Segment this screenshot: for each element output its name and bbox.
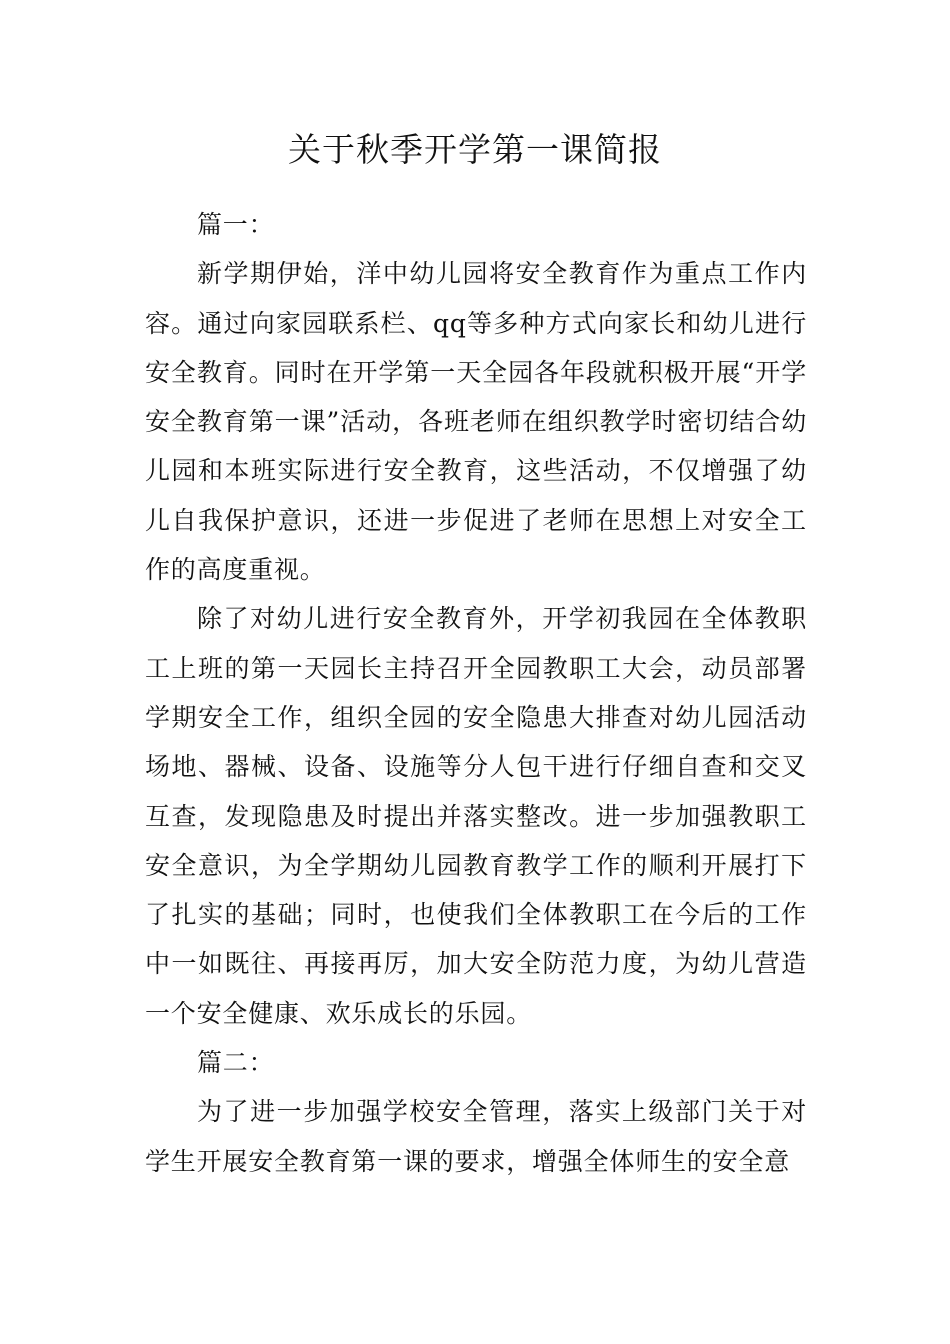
section-1-paragraph-2: 除了对幼儿进行安全教育外，开学初我园在全体教职工上班的第一天园长主持召开全园教职工大会，动员部署学期安全工作，组织全园的安全隐患大排查对幼儿园活动场地、器械、设备、设施等分人包干进行仔细自查和交叉互查，发现隐患及时提出并落实整改。进一步加强教职工安全意识，为全学期幼儿园教育教学工作的顺利开展打下了扎实的基础；同时，也使我们全体教职工在今后的工作中一如既往、再接再厉，加大安全防范力度，为幼儿营造一个安全健康、欢乐成长的乐园。 bbox=[145, 604, 807, 1028]
section-label-1: 篇一： bbox=[197, 210, 275, 239]
section-1-paragraph-1: 新学期伊始，洋中幼儿园将安全教育作为重点工作内容。通过向家园联系栏、qq等多种方式向家长和幼儿进行安全教育。同时在开学第一天全园各年段就积极开展“开学安全教育第一课”活动，各班老师在组织教学时密切结合幼儿园和本班实际进行安全教育，这些活动，不仅增强了幼儿自我保护意识，还进一步促进了老师在思想上对安全工作的高度重视。 bbox=[145, 259, 807, 585]
document-body bbox=[145, 200, 807, 1186]
section-label-2: 篇二： bbox=[197, 1048, 275, 1078]
section-2-paragraph-1: 为了进一步加强学校安全管理，落实上级部门关于对学生开展安全教育第一课的要求，增强全体师生的安全意 bbox=[145, 1097, 807, 1176]
document-title: 关于秋季开学第一课简报 bbox=[288, 130, 662, 169]
